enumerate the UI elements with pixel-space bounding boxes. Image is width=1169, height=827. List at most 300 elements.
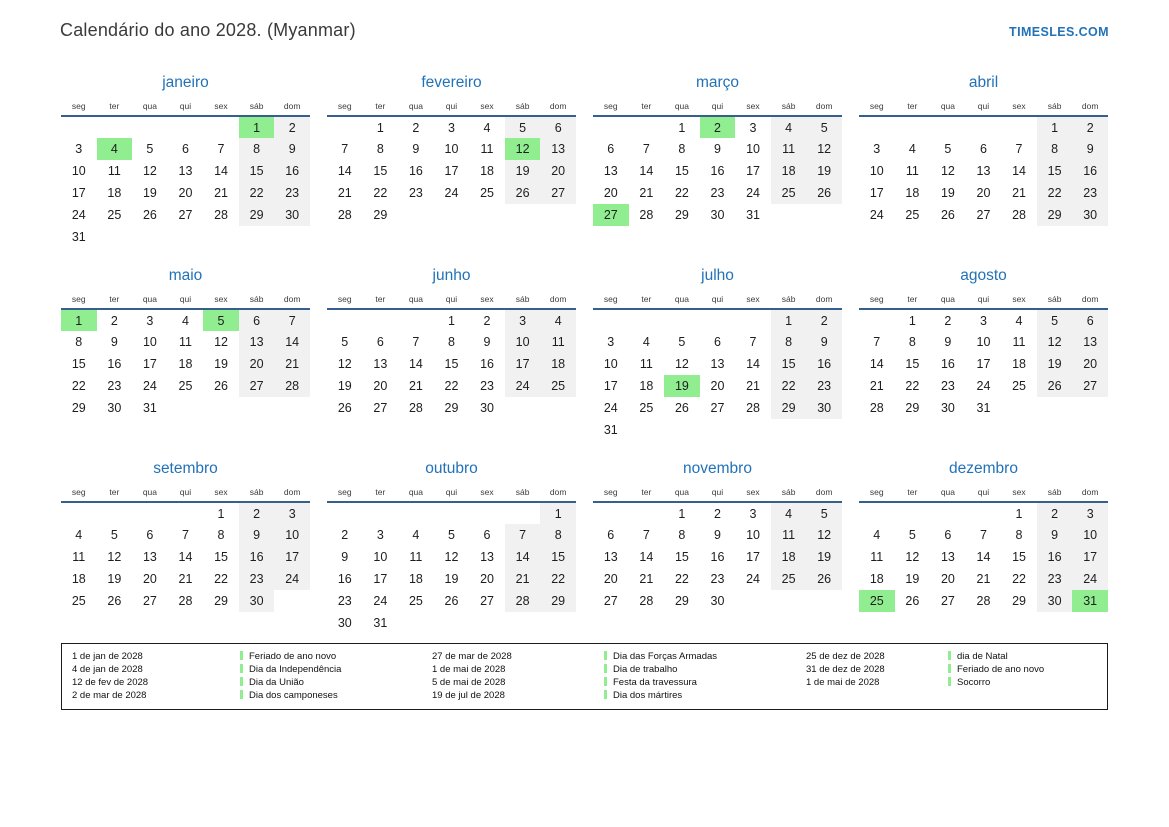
day-cell: 21 (408, 379, 423, 393)
days-body (593, 502, 842, 634)
months-grid (61, 73, 1108, 634)
day-cell (168, 226, 204, 248)
day-cell (895, 612, 931, 634)
day-cell: 20 (710, 379, 725, 393)
day-cell: 12 (337, 357, 352, 371)
legend-entry (240, 663, 432, 676)
day-cell (327, 116, 363, 138)
weekday-label: sáb (771, 99, 807, 116)
day-cell: 13 (540, 138, 576, 160)
day-cell: 6 (376, 335, 384, 349)
day-cell: 16 (940, 357, 955, 371)
days-body (859, 502, 1108, 634)
day-cell: 29 (71, 401, 86, 415)
week-row (859, 331, 1108, 353)
month-title: setembro (153, 460, 218, 477)
day-cell (735, 309, 771, 331)
month-calendar (61, 292, 310, 441)
day-cell: 11 (1012, 335, 1026, 349)
holiday-legend (61, 643, 1108, 710)
legend-entry (948, 650, 1107, 663)
weekday-label: qui (168, 485, 204, 502)
week-row (327, 524, 576, 546)
week-row (859, 502, 1108, 524)
weekday-label: qua (398, 292, 434, 309)
day-cell (398, 226, 434, 248)
day-cell: 2 (806, 309, 842, 331)
holiday-day-cell: 25 (859, 590, 895, 612)
day-cell: 14 (639, 164, 654, 178)
weekday-label: seg (327, 485, 363, 502)
day-cell: 1 (1037, 116, 1073, 138)
day-cell: 27 (710, 401, 725, 415)
day-cell (540, 397, 576, 419)
legend-entry (948, 676, 1107, 689)
legend-entry (604, 663, 806, 676)
day-cell: 28 (639, 594, 654, 608)
legend-holiday-name: Socorro (957, 677, 991, 688)
day-cell: 24 (746, 572, 760, 586)
day-cell (327, 226, 363, 248)
day-cell (806, 590, 842, 612)
day-cell (239, 612, 275, 634)
day-cell (700, 612, 736, 634)
day-cell: 16 (107, 357, 122, 371)
legend-holiday-name: Dia da Independência (249, 664, 342, 675)
day-cell: 14 (178, 550, 193, 564)
week-row (61, 160, 310, 182)
month-calendar (327, 485, 576, 634)
weekday-label: qui (700, 292, 736, 309)
day-cell: 4 (642, 335, 650, 349)
legend-name-column (604, 650, 806, 702)
day-cell (434, 502, 470, 524)
day-cell: 7 (181, 528, 189, 542)
week-row (859, 546, 1108, 568)
day-cell: 26 (674, 401, 689, 415)
day-cell: 30 (710, 594, 725, 608)
holiday-day-cell: 1 (239, 116, 275, 138)
day-cell: 7 (642, 142, 650, 156)
week-row (61, 331, 310, 353)
day-cell: 29 (239, 204, 275, 226)
day-cell: 13 (178, 164, 193, 178)
day-cell: 18 (540, 353, 576, 375)
day-cell: 23 (480, 379, 494, 393)
weekday-label: ter (97, 99, 133, 116)
legend-holiday-name: Festa da travessura (613, 677, 697, 688)
month-title: fevereiro (421, 74, 482, 91)
day-cell: 17 (505, 353, 541, 375)
day-cell (1037, 612, 1073, 634)
weekday-label: ter (363, 99, 399, 116)
day-cell: 4 (908, 142, 916, 156)
day-cell: 21 (639, 186, 654, 200)
day-cell: 19 (806, 546, 842, 568)
day-cell (469, 612, 505, 634)
day-cell: 16 (710, 550, 725, 564)
week-row (327, 568, 576, 590)
holiday-day-cell: 27 (593, 204, 629, 226)
week-row (859, 375, 1108, 397)
day-cell: 8 (678, 528, 686, 542)
weekday-label: sex (1001, 292, 1037, 309)
week-row (593, 524, 842, 546)
day-cell: 13 (976, 164, 991, 178)
day-cell (132, 116, 168, 138)
weekday-label: sáb (1037, 99, 1073, 116)
day-cell: 9 (944, 335, 952, 349)
weekday-label: ter (629, 485, 665, 502)
week-row (327, 116, 576, 138)
week-row (593, 419, 842, 441)
legend-holiday-name: Dia da União (249, 677, 304, 688)
day-cell: 7 (341, 142, 349, 156)
day-cell: 30 (239, 590, 275, 612)
day-cell: 3 (1072, 502, 1108, 524)
day-cell (398, 419, 434, 441)
day-cell (540, 204, 576, 226)
legend-date: 2 de mar de 2028 (72, 690, 147, 701)
day-cell: 4 (540, 309, 576, 331)
days-body (327, 116, 576, 248)
day-cell (239, 419, 275, 441)
weekday-label: dom (540, 99, 576, 116)
day-cell (735, 590, 771, 612)
week-row (61, 612, 310, 634)
weekday-label: sex (469, 485, 505, 502)
day-cell (895, 419, 931, 441)
day-cell (859, 226, 895, 248)
day-cell: 7 (979, 528, 987, 542)
weekday-label: dom (1072, 99, 1108, 116)
weekday-label: ter (895, 292, 931, 309)
weekday-label: sáb (239, 485, 275, 502)
day-cell: 13 (142, 550, 157, 564)
day-cell: 17 (869, 186, 884, 200)
weekday-label: qua (398, 99, 434, 116)
weekday-label: sáb (239, 99, 275, 116)
day-cell (966, 612, 1002, 634)
day-cell: 29 (1037, 204, 1073, 226)
month-dezembro (859, 459, 1108, 634)
day-cell: 29 (905, 401, 920, 415)
day-cell (859, 502, 895, 524)
day-cell: 18 (71, 572, 86, 586)
day-cell: 30 (274, 204, 310, 226)
weekday-label: ter (895, 99, 931, 116)
weekday-label: seg (61, 99, 97, 116)
day-cell: 25 (771, 182, 807, 204)
day-cell: 5 (806, 116, 842, 138)
day-cell: 18 (107, 186, 122, 200)
day-cell (593, 309, 629, 331)
day-cell: 23 (1072, 182, 1108, 204)
day-cell: 24 (71, 208, 86, 222)
day-cell: 16 (239, 546, 275, 568)
day-cell: 30 (1037, 590, 1073, 612)
day-cell: 10 (1072, 524, 1108, 546)
day-cell: 16 (480, 357, 494, 371)
day-cell: 18 (771, 160, 807, 182)
day-cell (398, 309, 434, 331)
day-cell: 5 (806, 502, 842, 524)
week-row (61, 182, 310, 204)
month-title: agosto (960, 267, 1007, 284)
day-cell: 11 (540, 331, 576, 353)
day-cell: 22 (373, 186, 388, 200)
week-row (593, 353, 842, 375)
day-cell (505, 397, 541, 419)
day-cell: 11 (480, 142, 494, 156)
day-cell (664, 419, 700, 441)
day-cell (771, 226, 807, 248)
day-cell (327, 309, 363, 331)
day-cell: 17 (373, 572, 388, 586)
weekday-label: sáb (771, 292, 807, 309)
day-cell (97, 226, 133, 248)
day-cell (629, 502, 665, 524)
day-cell: 17 (444, 164, 459, 178)
site-link[interactable]: TIMESLES.COM (1009, 25, 1109, 39)
day-cell: 9 (483, 335, 491, 349)
day-cell (664, 309, 700, 331)
day-cell: 22 (674, 186, 689, 200)
day-cell (1001, 419, 1037, 441)
weekday-row (327, 292, 576, 309)
weekday-header-row (61, 99, 310, 116)
day-cell (239, 397, 275, 419)
weekday-row (593, 485, 842, 502)
month-novembro (593, 459, 842, 634)
weekday-header-row (859, 99, 1108, 116)
day-cell (274, 419, 310, 441)
day-cell (930, 419, 966, 441)
day-cell (327, 502, 363, 524)
day-cell: 6 (979, 142, 987, 156)
day-cell: 29 (540, 590, 576, 612)
day-cell: 23 (940, 379, 955, 393)
day-cell: 24 (505, 375, 541, 397)
day-cell: 8 (771, 331, 807, 353)
day-cell: 1 (217, 506, 225, 521)
day-cell (398, 612, 434, 634)
week-row (859, 226, 1108, 248)
day-cell (1072, 612, 1108, 634)
month-calendar (859, 292, 1108, 441)
day-cell: 7 (412, 335, 420, 349)
week-row (859, 138, 1108, 160)
week-row (61, 590, 310, 612)
month-calendar (593, 292, 842, 441)
day-cell: 21 (639, 572, 654, 586)
day-cell: 3 (505, 309, 541, 331)
day-cell: 7 (873, 335, 881, 349)
day-cell (505, 204, 541, 226)
day-cell: 8 (75, 335, 83, 349)
day-cell: 13 (373, 357, 388, 371)
day-cell (274, 612, 310, 634)
week-row (61, 375, 310, 397)
day-cell: 2 (944, 313, 952, 328)
day-cell: 29 (771, 397, 807, 419)
day-cell: 7 (274, 309, 310, 331)
day-cell: 28 (639, 208, 654, 222)
weekday-label: qua (930, 99, 966, 116)
day-cell: 11 (178, 335, 192, 349)
day-cell (735, 419, 771, 441)
holiday-marker-icon (604, 690, 607, 699)
holiday-day-cell: 4 (97, 138, 133, 160)
holiday-marker-icon (604, 677, 607, 686)
weekday-label: sex (203, 292, 239, 309)
day-cell: 6 (540, 116, 576, 138)
day-cell: 4 (483, 120, 491, 135)
weekday-label: ter (97, 485, 133, 502)
weekday-label: seg (859, 292, 895, 309)
days-body (327, 309, 576, 441)
day-cell: 12 (806, 138, 842, 160)
week-row (859, 397, 1108, 419)
weekday-label: ter (895, 485, 931, 502)
day-cell: 27 (239, 375, 275, 397)
days-body (61, 309, 310, 441)
weekday-label: dom (806, 99, 842, 116)
day-cell: 23 (710, 572, 725, 586)
day-cell: 7 (217, 142, 225, 156)
day-cell: 7 (505, 524, 541, 546)
day-cell: 27 (540, 182, 576, 204)
week-row (859, 568, 1108, 590)
day-cell: 23 (710, 186, 725, 200)
week-row (593, 160, 842, 182)
week-row (593, 568, 842, 590)
day-cell (434, 226, 470, 248)
days-body (859, 116, 1108, 248)
day-cell: 10 (71, 164, 86, 178)
month-title: outubro (425, 460, 478, 477)
day-cell: 9 (713, 142, 721, 156)
day-cell: 28 (976, 594, 991, 608)
day-cell: 24 (1072, 568, 1108, 590)
day-cell: 1 (376, 120, 384, 135)
day-cell: 4 (75, 528, 83, 542)
month-março (593, 73, 842, 248)
day-cell: 26 (107, 594, 122, 608)
week-row (61, 353, 310, 375)
day-cell: 24 (603, 401, 618, 415)
day-cell: 21 (178, 572, 193, 586)
weekday-label: qua (664, 485, 700, 502)
day-cell: 1 (1015, 506, 1023, 521)
legend-date: 5 de mai de 2028 (432, 677, 506, 688)
day-cell (168, 116, 204, 138)
day-cell: 20 (178, 186, 193, 200)
day-cell: 22 (905, 379, 920, 393)
holiday-day-cell: 1 (61, 309, 97, 331)
day-cell: 5 (678, 335, 686, 349)
day-cell (168, 612, 204, 634)
day-cell (895, 226, 931, 248)
day-cell (895, 502, 931, 524)
day-cell (469, 226, 505, 248)
day-cell: 9 (1037, 524, 1073, 546)
month-calendar (859, 485, 1108, 634)
day-cell (1037, 419, 1073, 441)
day-cell (629, 419, 665, 441)
weekday-label: qui (700, 99, 736, 116)
weekday-label: qui (168, 99, 204, 116)
weekday-label: sex (469, 99, 505, 116)
day-cell: 23 (1037, 568, 1073, 590)
day-cell: 18 (408, 572, 423, 586)
day-cell: 1 (908, 313, 916, 328)
day-cell: 6 (1072, 309, 1108, 331)
day-cell (97, 116, 133, 138)
day-cell: 3 (979, 313, 987, 328)
month-title: julho (701, 267, 734, 284)
legend-date: 31 de dez de 2028 (806, 664, 885, 675)
day-cell: 6 (146, 528, 154, 542)
day-cell: 7 (749, 335, 757, 349)
weekday-label: qua (398, 485, 434, 502)
day-cell: 11 (639, 357, 653, 371)
month-title: maio (168, 267, 203, 284)
day-cell: 29 (674, 594, 689, 608)
day-cell: 2 (713, 506, 721, 521)
day-cell: 12 (940, 164, 955, 178)
day-cell: 15 (1012, 550, 1026, 564)
holiday-day-cell: 2 (700, 116, 736, 138)
day-cell: 19 (107, 572, 122, 586)
week-row (859, 160, 1108, 182)
week-row (593, 612, 842, 634)
day-cell (540, 612, 576, 634)
weekday-label: qui (434, 99, 470, 116)
day-cell (1072, 226, 1108, 248)
weekday-label: dom (540, 485, 576, 502)
day-cell: 20 (1072, 353, 1108, 375)
weekday-row (327, 99, 576, 116)
weekday-label: qui (434, 292, 470, 309)
day-cell: 17 (274, 546, 310, 568)
day-cell (930, 226, 966, 248)
day-cell: 25 (771, 568, 807, 590)
day-cell: 1 (678, 506, 686, 521)
week-row (593, 502, 842, 524)
day-cell: 9 (110, 335, 118, 349)
day-cell: 27 (373, 401, 388, 415)
day-cell: 20 (603, 186, 618, 200)
day-cell: 2 (239, 502, 275, 524)
weekday-row (327, 485, 576, 502)
day-cell: 3 (274, 502, 310, 524)
day-cell: 12 (107, 550, 122, 564)
days-body (859, 309, 1108, 441)
weekday-label: qua (132, 99, 168, 116)
day-cell: 26 (806, 182, 842, 204)
day-cell (771, 612, 807, 634)
week-row (859, 353, 1108, 375)
day-cell: 11 (870, 550, 884, 564)
day-cell: 8 (908, 335, 916, 349)
day-cell: 12 (1037, 331, 1073, 353)
day-cell: 15 (71, 357, 86, 371)
day-cell (505, 226, 541, 248)
weekday-label: qua (930, 292, 966, 309)
day-cell: 15 (239, 160, 275, 182)
week-row (859, 419, 1108, 441)
